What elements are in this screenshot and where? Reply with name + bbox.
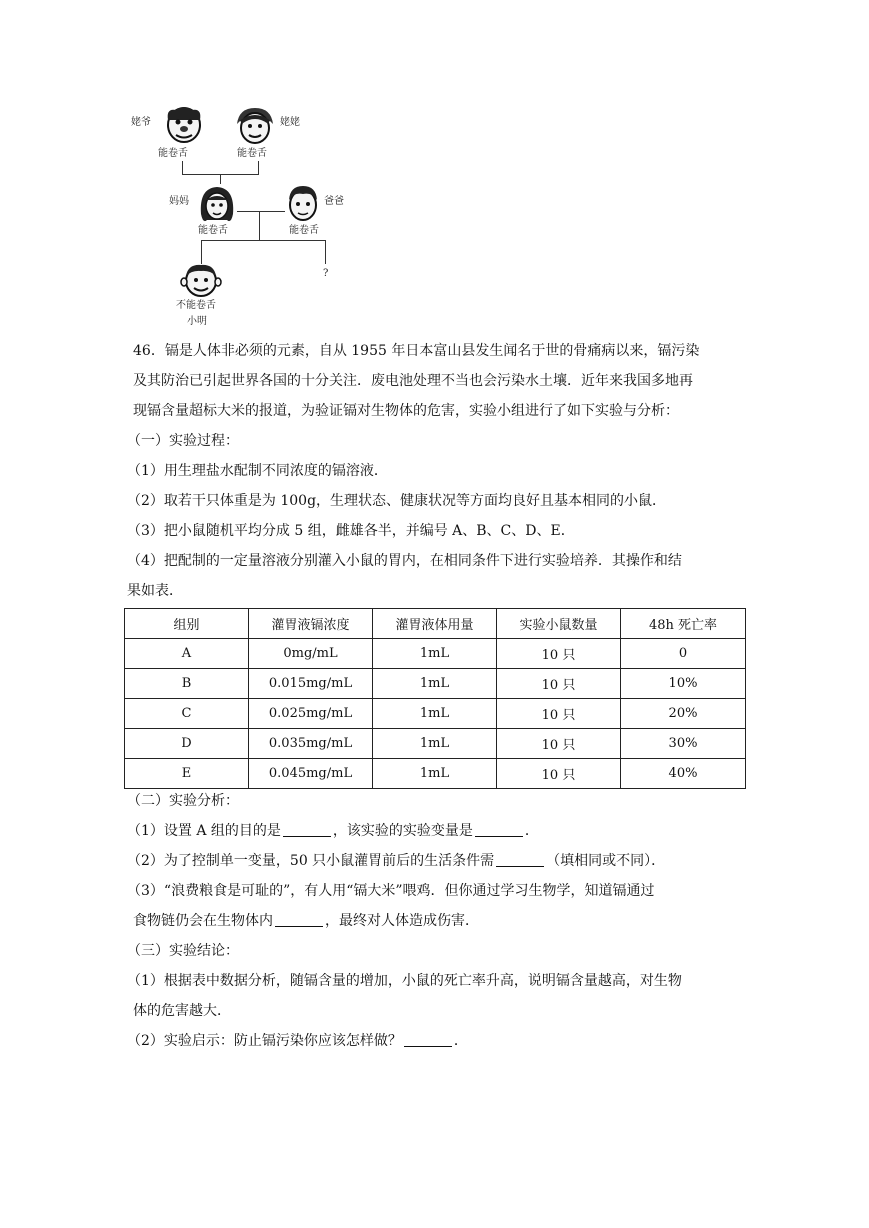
table-header-cell: 实验小鼠数量 [497,609,621,639]
child-trait: 不能卷舌 [176,300,216,311]
mother-trait: 能卷舌 [198,225,228,236]
grandma-trait: 能卷舌 [237,148,267,159]
table-cell: 10 只 [497,699,621,729]
question-intro-line-1: 46．镉是人体非必须的元素，自从 1955 年日本富山县发生闻名于世的骨痛病以来，镉污染 [133,343,700,359]
table-cell: 20% [621,699,746,729]
table-cell: 1mL [373,639,497,669]
question-intro-line-2: 及其防治已引起世界各国的十分关注．废电池处理不当也会污染水土壤．近年来我国多地再 [133,373,693,389]
unknown-child-mark: ? [323,268,329,279]
table-cell: 10 只 [497,639,621,669]
process-heading: （一）实验过程： [127,433,239,449]
table-cell: 1mL [373,759,497,789]
table-cell: 0 [621,639,746,669]
table-row [125,639,746,669]
analysis-q3-line-2 [133,913,479,929]
conclusion-c2-text-1: （2）实验启示：防止镉污染你应该怎样做？ [127,1033,402,1049]
table-cell: 40% [621,759,746,789]
father-trait: 能卷舌 [289,225,319,236]
analysis-heading: （二）实验分析： [127,793,239,809]
grandpa-face-icon [162,104,206,146]
table-cell: C [125,699,249,729]
conclusion-c2-text-2: ． [453,1033,468,1049]
grandpa-label: 姥爷 [131,117,151,128]
table-cell: 1mL [373,729,497,759]
grandpa-trait: 能卷舌 [158,148,188,159]
table-cell: 0.045mg/mL [249,759,373,789]
table-header-row [125,609,746,639]
answer-blank[interactable] [475,824,523,837]
conclusion-c2 [127,1033,468,1049]
table-cell: 10 只 [497,759,621,789]
analysis-q1 [127,823,539,839]
process-step-4-line-1: （4）把配制的一定量溶液分别灌入小鼠的胃内，在相同条件下进行实验培养．其操作和结 [127,553,682,569]
conclusion-c1-line-1: （1）根据表中数据分析，随镉含量的增加，小鼠的死亡率升高，说明镉含量越高，对生物 [127,973,682,989]
table-cell: 0.025mg/mL [249,699,373,729]
table-header-cell: 灌胃液镉浓度 [249,609,373,639]
answer-blank[interactable] [496,854,544,867]
child-name: 小明 [187,316,207,327]
table-cell: 0.015mg/mL [249,669,373,699]
table-cell: 0mg/mL [249,639,373,669]
process-step-4-line-2: 果如表． [127,583,183,599]
process-step-1: （1）用生理盐水配制不同浓度的镉溶液． [127,463,388,479]
process-step-3: （3）把小鼠随机平均分成 5 组，雌雄各半，并编号 A、B、C、D、E． [127,523,575,539]
question-intro-line-3: 现镉含量超标大米的报道，为验证镉对生物体的危害，实验小组进行了如下实验与分析： [133,403,679,419]
table-header-cell: 灌胃液体用量 [373,609,497,639]
conclusion-heading: （三）实验结论： [127,943,239,959]
table-header-cell: 组别 [125,609,249,639]
analysis-q1-text-1: （1）设置 A 组的目的是 [127,823,281,839]
child-face-icon [180,262,222,298]
grandma-face-icon [233,106,277,146]
table-cell: 10% [621,669,746,699]
table-cell: B [125,669,249,699]
table-cell: 1mL [373,699,497,729]
table-cell: D [125,729,249,759]
analysis-q1-text-2: ，该实验的实验变量是 [332,823,473,839]
answer-blank[interactable] [275,914,323,927]
experiment-table [124,608,746,789]
table-header-cell: 48h 死亡率 [621,609,746,639]
table-cell: 10 只 [497,669,621,699]
analysis-q3-line-1: （3）“浪费粮食是可耻的”，有人用“镉大米”喂鸡．但你通过学习生物学，知道镉通过 [127,883,655,899]
table-row [125,729,746,759]
father-face-icon [284,182,322,224]
table-cell: 1mL [373,669,497,699]
table-cell: 30% [621,729,746,759]
analysis-q1-text-3: ． [524,823,539,839]
father-label: 爸爸 [324,196,344,207]
table-row [125,669,746,699]
table-cell: E [125,759,249,789]
process-step-2: （2）取若干只体重是为 100g，生理状态、健康状况等方面均良好且基本相同的小鼠． [127,493,667,509]
analysis-q2-text-1: （2）为了控制单一变量，50 只小鼠灌胃前后的生活条件需 [127,853,495,869]
table-row [125,699,746,729]
table-cell: 0.035mg/mL [249,729,373,759]
analysis-q2 [127,853,665,869]
answer-blank[interactable] [404,1034,452,1047]
table-cell: 10 只 [497,729,621,759]
mother-label: 妈妈 [169,196,189,207]
grandma-label: 姥姥 [280,117,300,128]
analysis-q3-text-3: ，最终对人体造成伤害． [325,913,479,929]
conclusion-c1-line-2: 体的危害越大． [133,1003,231,1019]
table-cell: A [125,639,249,669]
mother-face-icon [197,184,237,226]
analysis-q3-text-2: 食物链仍会在生物体内 [133,913,273,929]
table-row [125,759,746,789]
answer-blank[interactable] [283,824,331,837]
analysis-q2-text-2: （填相同或不同）． [546,853,666,869]
